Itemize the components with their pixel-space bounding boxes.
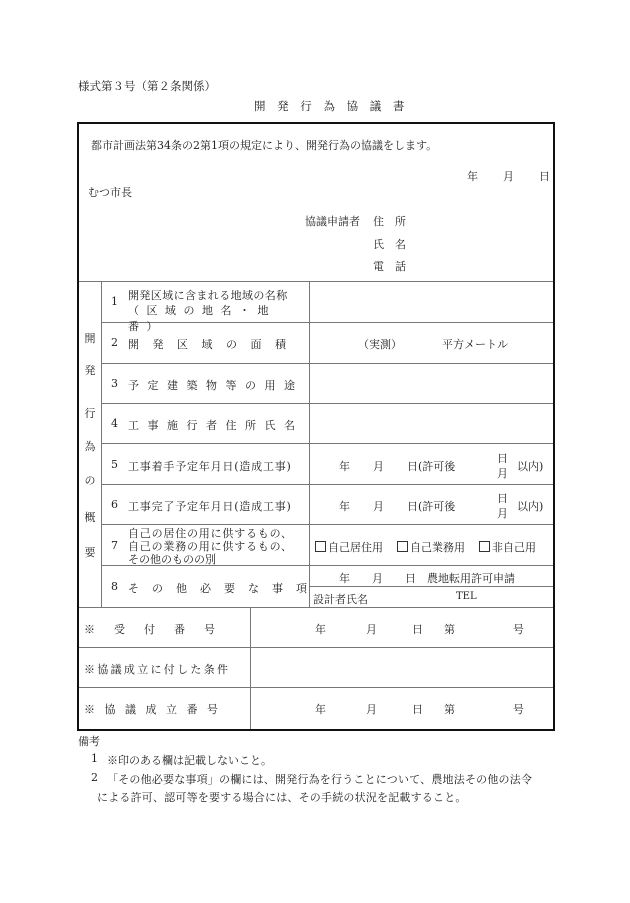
phone-label: 電 話 bbox=[373, 260, 406, 273]
checkbox[interactable] bbox=[397, 541, 408, 552]
unit-month: 月 bbox=[497, 467, 508, 480]
option-label: 非自己用 bbox=[492, 541, 536, 554]
row-label: 予定建築物等の用途 bbox=[128, 379, 304, 392]
date-day: 日 bbox=[539, 170, 550, 183]
row-label: その他のものの別 bbox=[128, 553, 216, 566]
within-suffix: 以内) bbox=[517, 460, 544, 473]
row-label: 工事完了予定年月日(造成工事) bbox=[128, 500, 292, 513]
section-label-char: 発 bbox=[84, 364, 96, 377]
row-label: その他必要な事項 bbox=[128, 582, 320, 595]
receipt-no-suffix: 号 bbox=[513, 623, 524, 636]
row-number: 1 bbox=[111, 295, 118, 308]
area-unit: 平方メートル bbox=[442, 338, 508, 351]
row-label: 開発区域に含まれる地域の名称 bbox=[128, 289, 288, 302]
note-number: 2 bbox=[91, 771, 98, 784]
building-use-input[interactable] bbox=[310, 364, 552, 403]
divider bbox=[250, 607, 251, 729]
farmland-year: 年 bbox=[339, 572, 350, 585]
farmland-month: 月 bbox=[372, 572, 383, 585]
option-non-self[interactable] bbox=[479, 539, 536, 555]
form-id: 様式第３号（第２条関係） bbox=[78, 79, 216, 93]
row-label: 自己の業務の用に供するもの、 bbox=[128, 540, 293, 553]
note-number: 1 bbox=[91, 752, 98, 765]
office-label-receipt: ※受付番号 bbox=[84, 623, 234, 636]
divider bbox=[79, 687, 553, 688]
row-label-line2: （区域の地名・地番） bbox=[128, 304, 276, 333]
row-label: 工事施行者住所氏名 bbox=[128, 419, 304, 432]
farmland-permit-label: 農地転用許可申請 bbox=[427, 572, 515, 585]
unit-month: 月 bbox=[497, 507, 508, 520]
note-text: による許可、認可等を要する場合には、その手続の状況を記載すること。 bbox=[97, 791, 467, 804]
divider bbox=[309, 586, 553, 587]
applicant-label: 協議申請者 bbox=[305, 215, 360, 228]
row-number: 5 bbox=[111, 458, 118, 471]
tel-label: TEL bbox=[456, 591, 477, 602]
receipt-month: 月 bbox=[366, 623, 377, 636]
row-label bbox=[128, 302, 303, 334]
notes-heading: 備考 bbox=[78, 735, 100, 748]
divider bbox=[79, 607, 553, 608]
divider bbox=[101, 443, 553, 444]
row-label: 開発区域の面積 bbox=[128, 338, 300, 351]
agreement-no-prefix: 第 bbox=[444, 703, 455, 716]
end-year: 年 bbox=[339, 500, 350, 513]
within-suffix: 以内) bbox=[517, 500, 544, 513]
section-label-char: 概 bbox=[84, 511, 96, 524]
location-name-input[interactable] bbox=[310, 282, 552, 322]
section-label-char: の bbox=[84, 474, 96, 487]
unit-day: 日 bbox=[497, 492, 508, 505]
office-label-agreement-no: ※協議成立番号 bbox=[84, 703, 228, 716]
note-text: 「その他必要な事項」の欄には、開発行為を行うことについて、農地法その他の法令 bbox=[107, 773, 533, 786]
agreement-no-suffix: 号 bbox=[513, 703, 524, 716]
option-self-business[interactable] bbox=[397, 539, 465, 555]
receipt-day: 日 bbox=[412, 623, 423, 636]
row-number: 8 bbox=[111, 580, 118, 593]
row-number: 4 bbox=[111, 417, 118, 430]
designer-label: 設計者氏名 bbox=[313, 593, 368, 606]
start-day-after: 日(許可後 bbox=[407, 460, 456, 473]
form-table bbox=[77, 122, 555, 731]
end-month: 月 bbox=[373, 500, 384, 513]
name-label: 氏 名 bbox=[373, 238, 406, 251]
divider bbox=[309, 281, 310, 607]
agreement-month: 月 bbox=[366, 703, 377, 716]
row-label: 自己の居住の用に供するもの、 bbox=[128, 527, 293, 540]
option-self-residence[interactable] bbox=[315, 539, 383, 555]
document-title: 開 発 行 為 協 議 書 bbox=[254, 99, 409, 113]
contractor-input[interactable] bbox=[310, 404, 552, 443]
addressee: むつ市長 bbox=[88, 186, 132, 199]
section-label-char: 行 bbox=[84, 407, 96, 420]
office-label-conditions: ※協議成立に付した条件 bbox=[84, 663, 231, 676]
section-label-char: 開 bbox=[84, 332, 96, 345]
date-month: 月 bbox=[503, 170, 514, 183]
agreement-day: 日 bbox=[412, 703, 423, 716]
checkbox[interactable] bbox=[479, 541, 490, 552]
address-label: 住 所 bbox=[373, 215, 406, 228]
option-label: 自己業務用 bbox=[410, 541, 465, 554]
divider bbox=[79, 647, 553, 648]
statement: 都市計画法第34条の2第1項の規定により、開発行為の協議をします。 bbox=[91, 139, 438, 152]
divider bbox=[101, 281, 102, 607]
end-day-after: 日(許可後 bbox=[407, 500, 456, 513]
row-number: 3 bbox=[111, 377, 118, 390]
receipt-year: 年 bbox=[315, 623, 326, 636]
receipt-no-prefix: 第 bbox=[444, 623, 455, 636]
row-number: 7 bbox=[111, 539, 118, 552]
start-year: 年 bbox=[339, 460, 350, 473]
area-measured-prefix: （実測） bbox=[358, 338, 402, 351]
section-label-char: 要 bbox=[84, 546, 96, 559]
date-year: 年 bbox=[467, 170, 478, 183]
option-label: 自己居住用 bbox=[328, 541, 383, 554]
row-label: 工事着手予定年月日(造成工事) bbox=[128, 460, 292, 473]
farmland-day: 日 bbox=[405, 572, 416, 585]
start-month: 月 bbox=[373, 460, 384, 473]
divider bbox=[101, 484, 553, 485]
unit-day: 日 bbox=[497, 452, 508, 465]
note-text: ※印のある欄は記載しないこと。 bbox=[107, 754, 272, 767]
checkbox[interactable] bbox=[315, 541, 326, 552]
section-label-char: 為 bbox=[84, 440, 96, 453]
row-number: 2 bbox=[111, 336, 118, 349]
row-number: 6 bbox=[111, 498, 118, 511]
agreement-year: 年 bbox=[315, 703, 326, 716]
